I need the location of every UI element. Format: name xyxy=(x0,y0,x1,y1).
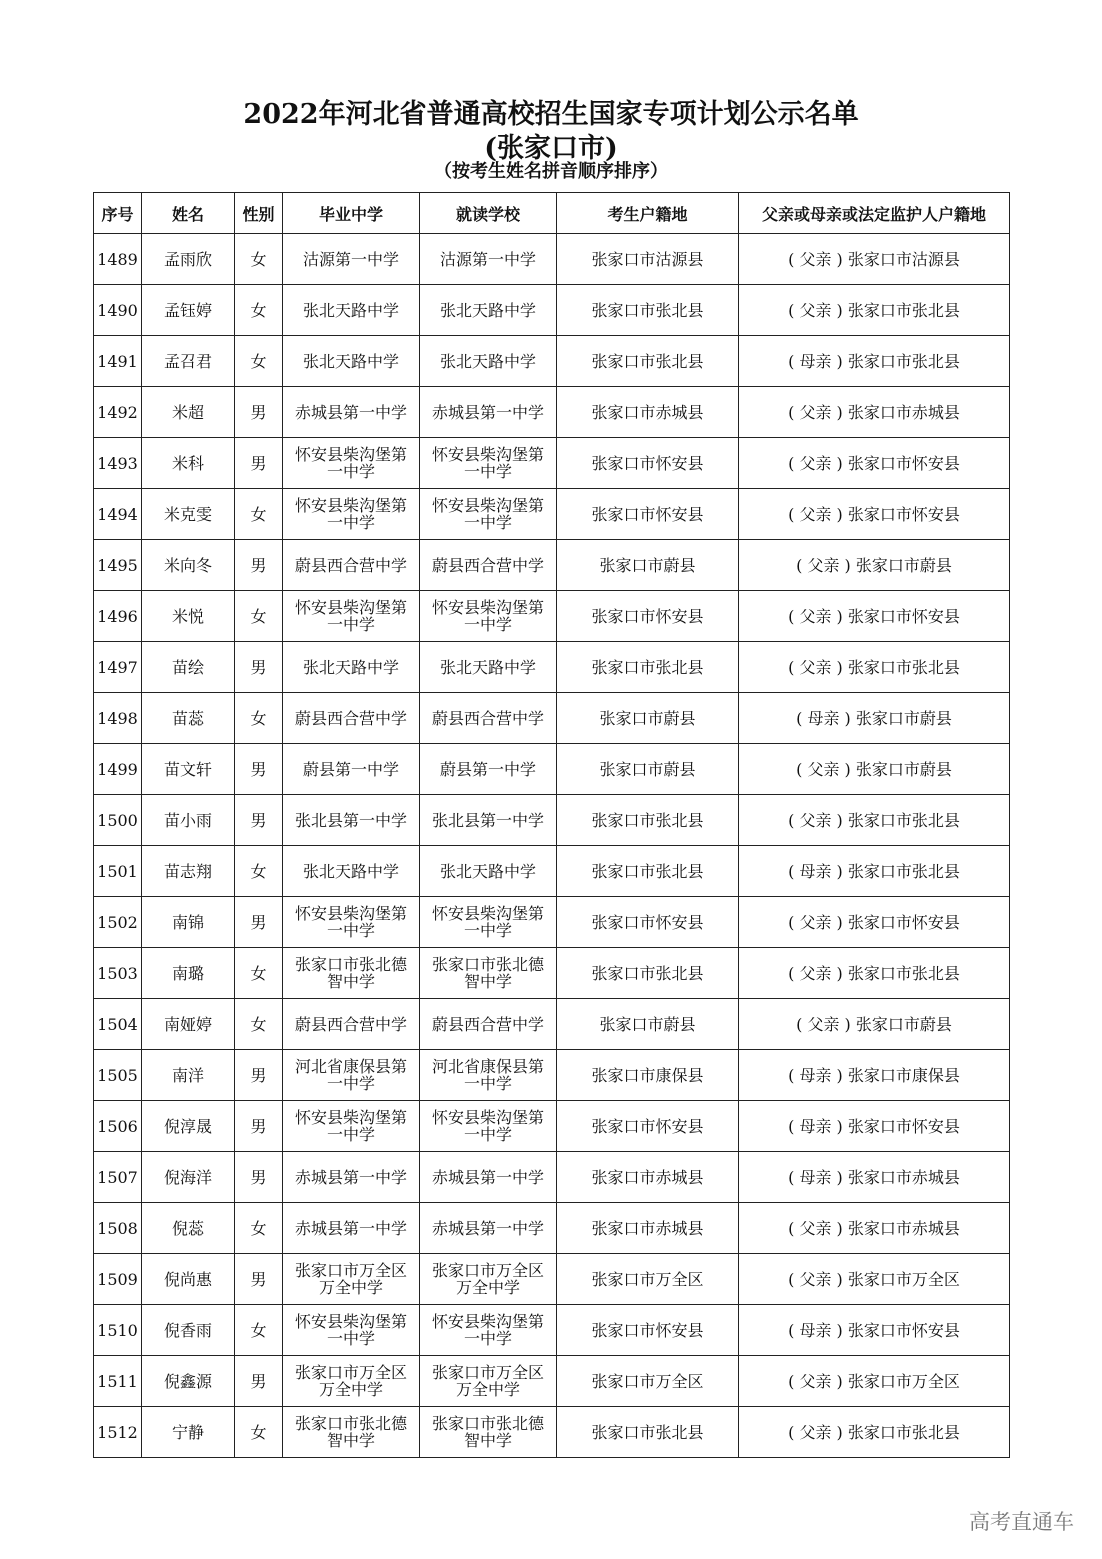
guardian-household-cell: ( 父亲 ) 张家口市万全区 xyxy=(739,1254,1010,1305)
household-cell: 张家口市万全区 xyxy=(557,1356,739,1407)
table-row xyxy=(94,948,1010,999)
gender-cell: 女 xyxy=(235,1305,283,1356)
guardian-household-cell: ( 父亲 ) 张家口市怀安县 xyxy=(739,591,1010,642)
household-cell: 张家口市蔚县 xyxy=(557,999,739,1050)
header-name: 姓名 xyxy=(142,193,235,234)
serial-cell: 1497 xyxy=(94,642,142,693)
graduated-school-cell: 蔚县西合营中学 xyxy=(283,693,420,744)
table-row xyxy=(94,1152,1010,1203)
household-cell: 张家口市怀安县 xyxy=(557,1305,739,1356)
graduated-school-cell: 怀安县柴沟堡第一中学 xyxy=(283,591,420,642)
table-row xyxy=(94,234,1010,285)
graduated-school-cell: 怀安县柴沟堡第一中学 xyxy=(283,489,420,540)
serial-cell: 1492 xyxy=(94,387,142,438)
current-school-cell: 蔚县西合营中学 xyxy=(420,693,557,744)
table-row xyxy=(94,438,1010,489)
name-cell: 宁静 xyxy=(142,1407,235,1458)
name-cell: 苗志翔 xyxy=(142,846,235,897)
household-cell: 张家口市沽源县 xyxy=(557,234,739,285)
table-row xyxy=(94,540,1010,591)
name-cell: 米悦 xyxy=(142,591,235,642)
table-row xyxy=(94,1050,1010,1101)
serial-cell: 1506 xyxy=(94,1101,142,1152)
household-cell: 张家口市蔚县 xyxy=(557,540,739,591)
gender-cell: 男 xyxy=(235,1050,283,1101)
household-cell: 张家口市张北县 xyxy=(557,948,739,999)
name-cell: 南洋 xyxy=(142,1050,235,1101)
current-school-cell: 赤城县第一中学 xyxy=(420,1203,557,1254)
table-row xyxy=(94,387,1010,438)
graduated-school-cell: 蔚县西合营中学 xyxy=(283,540,420,591)
current-school-cell: 张北县第一中学 xyxy=(420,795,557,846)
serial-cell: 1493 xyxy=(94,438,142,489)
guardian-household-cell: ( 父亲 ) 张家口市蔚县 xyxy=(739,540,1010,591)
guardian-household-cell: ( 母亲 ) 张家口市赤城县 xyxy=(739,1152,1010,1203)
guardian-household-cell: ( 母亲 ) 张家口市蔚县 xyxy=(739,693,1010,744)
gender-cell: 男 xyxy=(235,1101,283,1152)
household-cell: 张家口市怀安县 xyxy=(557,897,739,948)
current-school-cell: 赤城县第一中学 xyxy=(420,387,557,438)
household-cell: 张家口市蔚县 xyxy=(557,744,739,795)
guardian-household-cell: ( 父亲 ) 张家口市赤城县 xyxy=(739,1203,1010,1254)
guardian-household-cell: ( 父亲 ) 张家口市怀安县 xyxy=(739,897,1010,948)
serial-cell: 1490 xyxy=(94,285,142,336)
name-cell: 苗文轩 xyxy=(142,744,235,795)
name-cell: 孟雨欣 xyxy=(142,234,235,285)
current-school-cell: 张北天路中学 xyxy=(420,336,557,387)
graduated-school-cell: 河北省康保县第一中学 xyxy=(283,1050,420,1101)
current-school-cell: 怀安县柴沟堡第一中学 xyxy=(420,897,557,948)
gender-cell: 女 xyxy=(235,336,283,387)
guardian-household-cell: ( 母亲 ) 张家口市张北县 xyxy=(739,336,1010,387)
household-cell: 张家口市张北县 xyxy=(557,1407,739,1458)
graduated-school-cell: 张北天路中学 xyxy=(283,846,420,897)
table-header-row xyxy=(94,193,1010,234)
current-school-cell: 蔚县西合营中学 xyxy=(420,540,557,591)
graduated-school-cell: 赤城县第一中学 xyxy=(283,1152,420,1203)
graduated-school-cell: 张家口市万全区万全中学 xyxy=(283,1356,420,1407)
graduated-school-cell: 赤城县第一中学 xyxy=(283,1203,420,1254)
gender-cell: 女 xyxy=(235,285,283,336)
gender-cell: 男 xyxy=(235,387,283,438)
gender-cell: 男 xyxy=(235,897,283,948)
name-cell: 苗小雨 xyxy=(142,795,235,846)
current-school-cell: 张家口市万全区万全中学 xyxy=(420,1356,557,1407)
table-row xyxy=(94,846,1010,897)
household-cell: 张家口市赤城县 xyxy=(557,387,739,438)
table-row xyxy=(94,336,1010,387)
household-cell: 张家口市赤城县 xyxy=(557,1152,739,1203)
table-row xyxy=(94,1203,1010,1254)
graduated-school-cell: 怀安县柴沟堡第一中学 xyxy=(283,897,420,948)
header-graduated-school: 毕业中学 xyxy=(283,193,420,234)
guardian-household-cell: ( 母亲 ) 张家口市怀安县 xyxy=(739,1305,1010,1356)
table-row xyxy=(94,285,1010,336)
guardian-household-cell: ( 父亲 ) 张家口市怀安县 xyxy=(739,438,1010,489)
admission-list-table xyxy=(93,192,1010,1458)
household-cell: 张家口市赤城县 xyxy=(557,1203,739,1254)
guardian-household-cell: ( 父亲 ) 张家口市怀安县 xyxy=(739,489,1010,540)
sort-note: （按考生姓名拼音顺序排序） xyxy=(434,161,668,182)
current-school-cell: 赤城县第一中学 xyxy=(420,1152,557,1203)
serial-cell: 1508 xyxy=(94,1203,142,1254)
name-cell: 苗蕊 xyxy=(142,693,235,744)
guardian-household-cell: ( 父亲 ) 张家口市万全区 xyxy=(739,1356,1010,1407)
current-school-cell: 怀安县柴沟堡第一中学 xyxy=(420,438,557,489)
serial-cell: 1511 xyxy=(94,1356,142,1407)
gender-cell: 男 xyxy=(235,795,283,846)
name-cell: 孟钰婷 xyxy=(142,285,235,336)
current-school-cell: 张家口市万全区万全中学 xyxy=(420,1254,557,1305)
guardian-household-cell: ( 母亲 ) 张家口市康保县 xyxy=(739,1050,1010,1101)
current-school-cell: 怀安县柴沟堡第一中学 xyxy=(420,489,557,540)
gender-cell: 女 xyxy=(235,234,283,285)
table-row xyxy=(94,1101,1010,1152)
household-cell: 张家口市怀安县 xyxy=(557,438,739,489)
household-cell: 张家口市康保县 xyxy=(557,1050,739,1101)
name-cell: 倪蕊 xyxy=(142,1203,235,1254)
current-school-cell: 怀安县柴沟堡第一中学 xyxy=(420,1101,557,1152)
graduated-school-cell: 蔚县第一中学 xyxy=(283,744,420,795)
name-cell: 南锦 xyxy=(142,897,235,948)
current-school-cell: 怀安县柴沟堡第一中学 xyxy=(420,591,557,642)
name-cell: 南娅婷 xyxy=(142,999,235,1050)
serial-cell: 1496 xyxy=(94,591,142,642)
table-row xyxy=(94,1254,1010,1305)
current-school-cell: 张家口市张北德智中学 xyxy=(420,1407,557,1458)
guardian-household-cell: ( 父亲 ) 张家口市张北县 xyxy=(739,642,1010,693)
gender-cell: 男 xyxy=(235,1152,283,1203)
household-cell: 张家口市张北县 xyxy=(557,642,739,693)
table-row xyxy=(94,1407,1010,1458)
gender-cell: 男 xyxy=(235,438,283,489)
household-cell: 张家口市蔚县 xyxy=(557,693,739,744)
serial-cell: 1512 xyxy=(94,1407,142,1458)
gender-cell: 男 xyxy=(235,642,283,693)
serial-cell: 1500 xyxy=(94,795,142,846)
gender-cell: 女 xyxy=(235,1407,283,1458)
guardian-household-cell: ( 母亲 ) 张家口市怀安县 xyxy=(739,1101,1010,1152)
name-cell: 倪淳晟 xyxy=(142,1101,235,1152)
serial-cell: 1504 xyxy=(94,999,142,1050)
table-row xyxy=(94,897,1010,948)
serial-cell: 1505 xyxy=(94,1050,142,1101)
gender-cell: 女 xyxy=(235,693,283,744)
table-row xyxy=(94,744,1010,795)
household-cell: 张家口市怀安县 xyxy=(557,1101,739,1152)
guardian-household-cell: ( 父亲 ) 张家口市张北县 xyxy=(739,1407,1010,1458)
current-school-cell: 怀安县柴沟堡第一中学 xyxy=(420,1305,557,1356)
graduated-school-cell: 赤城县第一中学 xyxy=(283,387,420,438)
gender-cell: 女 xyxy=(235,489,283,540)
header-current-school: 就读学校 xyxy=(420,193,557,234)
graduated-school-cell: 怀安县柴沟堡第一中学 xyxy=(283,1101,420,1152)
table-row xyxy=(94,489,1010,540)
name-cell: 倪海洋 xyxy=(142,1152,235,1203)
document-title: 2022年河北省普通高校招生国家专项计划公示名单 xyxy=(243,99,859,130)
current-school-cell: 蔚县第一中学 xyxy=(420,744,557,795)
name-cell: 米克雯 xyxy=(142,489,235,540)
graduated-school-cell: 怀安县柴沟堡第一中学 xyxy=(283,438,420,489)
table-row xyxy=(94,1305,1010,1356)
gender-cell: 男 xyxy=(235,1254,283,1305)
table-row xyxy=(94,642,1010,693)
name-cell: 米向冬 xyxy=(142,540,235,591)
graduated-school-cell: 张家口市张北德智中学 xyxy=(283,1407,420,1458)
gender-cell: 男 xyxy=(235,540,283,591)
gender-cell: 女 xyxy=(235,846,283,897)
watermark: 高考直通车 xyxy=(969,1510,1074,1534)
graduated-school-cell: 张北天路中学 xyxy=(283,336,420,387)
header-household: 考生户籍地 xyxy=(557,193,739,234)
guardian-household-cell: ( 父亲 ) 张家口市张北县 xyxy=(739,285,1010,336)
current-school-cell: 蔚县西合营中学 xyxy=(420,999,557,1050)
current-school-cell: 河北省康保县第一中学 xyxy=(420,1050,557,1101)
name-cell: 孟召君 xyxy=(142,336,235,387)
serial-cell: 1498 xyxy=(94,693,142,744)
current-school-cell: 张北天路中学 xyxy=(420,285,557,336)
gender-cell: 女 xyxy=(235,948,283,999)
serial-cell: 1502 xyxy=(94,897,142,948)
serial-cell: 1503 xyxy=(94,948,142,999)
graduated-school-cell: 张北天路中学 xyxy=(283,285,420,336)
name-cell: 南璐 xyxy=(142,948,235,999)
current-school-cell: 沽源第一中学 xyxy=(420,234,557,285)
guardian-household-cell: ( 父亲 ) 张家口市沽源县 xyxy=(739,234,1010,285)
household-cell: 张家口市怀安县 xyxy=(557,591,739,642)
guardian-household-cell: ( 父亲 ) 张家口市蔚县 xyxy=(739,999,1010,1050)
serial-cell: 1509 xyxy=(94,1254,142,1305)
gender-cell: 男 xyxy=(235,1356,283,1407)
current-school-cell: 张北天路中学 xyxy=(420,642,557,693)
table-row xyxy=(94,795,1010,846)
serial-cell: 1491 xyxy=(94,336,142,387)
name-cell: 倪香雨 xyxy=(142,1305,235,1356)
table-row xyxy=(94,693,1010,744)
serial-cell: 1495 xyxy=(94,540,142,591)
serial-cell: 1489 xyxy=(94,234,142,285)
graduated-school-cell: 沽源第一中学 xyxy=(283,234,420,285)
gender-cell: 女 xyxy=(235,999,283,1050)
current-school-cell: 张北天路中学 xyxy=(420,846,557,897)
header-gender: 性别 xyxy=(235,193,283,234)
document-subtitle: (张家口市) xyxy=(484,133,618,164)
serial-cell: 1507 xyxy=(94,1152,142,1203)
guardian-household-cell: ( 母亲 ) 张家口市张北县 xyxy=(739,846,1010,897)
graduated-school-cell: 张家口市张北德智中学 xyxy=(283,948,420,999)
household-cell: 张家口市怀安县 xyxy=(557,489,739,540)
table-row xyxy=(94,591,1010,642)
household-cell: 张家口市张北县 xyxy=(557,846,739,897)
household-cell: 张家口市张北县 xyxy=(557,285,739,336)
graduated-school-cell: 怀安县柴沟堡第一中学 xyxy=(283,1305,420,1356)
name-cell: 倪鑫源 xyxy=(142,1356,235,1407)
table-row xyxy=(94,1356,1010,1407)
serial-cell: 1494 xyxy=(94,489,142,540)
table-row xyxy=(94,999,1010,1050)
current-school-cell: 张家口市张北德智中学 xyxy=(420,948,557,999)
guardian-household-cell: ( 父亲 ) 张家口市张北县 xyxy=(739,948,1010,999)
graduated-school-cell: 张北天路中学 xyxy=(283,642,420,693)
header-serial: 序号 xyxy=(94,193,142,234)
gender-cell: 女 xyxy=(235,1203,283,1254)
graduated-school-cell: 张家口市万全区万全中学 xyxy=(283,1254,420,1305)
guardian-household-cell: ( 父亲 ) 张家口市赤城县 xyxy=(739,387,1010,438)
guardian-household-cell: ( 父亲 ) 张家口市蔚县 xyxy=(739,744,1010,795)
header-guardian-household: 父亲或母亲或法定监护人户籍地 xyxy=(739,193,1010,234)
serial-cell: 1499 xyxy=(94,744,142,795)
household-cell: 张家口市张北县 xyxy=(557,336,739,387)
graduated-school-cell: 蔚县西合营中学 xyxy=(283,999,420,1050)
name-cell: 米科 xyxy=(142,438,235,489)
gender-cell: 男 xyxy=(235,744,283,795)
name-cell: 苗绘 xyxy=(142,642,235,693)
gender-cell: 女 xyxy=(235,591,283,642)
graduated-school-cell: 张北县第一中学 xyxy=(283,795,420,846)
serial-cell: 1501 xyxy=(94,846,142,897)
household-cell: 张家口市万全区 xyxy=(557,1254,739,1305)
serial-cell: 1510 xyxy=(94,1305,142,1356)
guardian-household-cell: ( 父亲 ) 张家口市张北县 xyxy=(739,795,1010,846)
name-cell: 米超 xyxy=(142,387,235,438)
household-cell: 张家口市张北县 xyxy=(557,795,739,846)
name-cell: 倪尚惠 xyxy=(142,1254,235,1305)
